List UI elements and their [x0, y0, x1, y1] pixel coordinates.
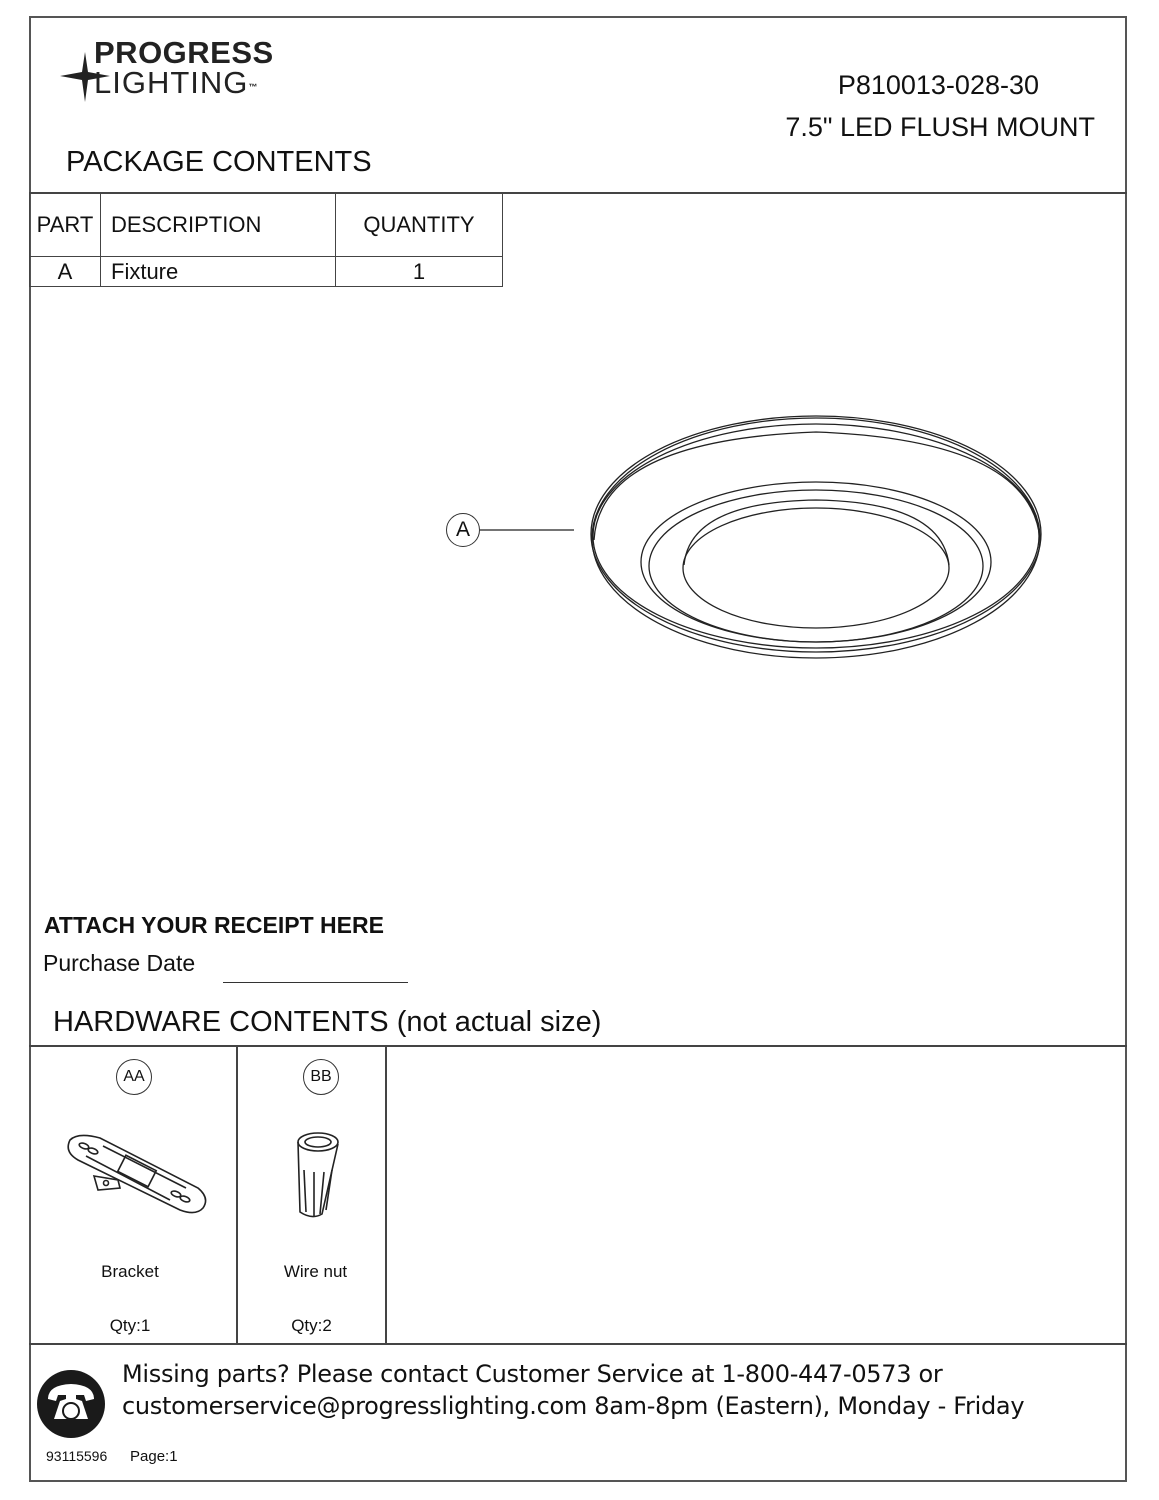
document-number: 93115596 [46, 1448, 108, 1464]
cell-quantity: 1 [336, 257, 503, 287]
wire-nut-qty: Qty:2 [291, 1316, 332, 1335]
hardware-item-bracket [30, 1046, 236, 1343]
bracket-icon [58, 1128, 218, 1228]
bracket-qty: Qty:1 [109, 1316, 151, 1335]
col-part: PART [30, 194, 101, 257]
brand-line-2: LIGHTING [94, 65, 249, 100]
wire-nut-callout: BB [303, 1059, 339, 1095]
contact-line-1: Missing parts? Please contact Customer Service at 1-800-447-0573 or [122, 1360, 943, 1388]
bracket-callout: AA [116, 1059, 152, 1095]
hardware-item-wire-nut [238, 1046, 385, 1343]
cell-description: Fixture [101, 257, 336, 287]
product-sku: P810013-028-30 [837, 70, 1039, 100]
parts-table [29, 193, 503, 287]
wire-nut-name: Wire nut [283, 1262, 348, 1281]
page-number: Page:1 [130, 1448, 178, 1465]
table-row [30, 257, 503, 287]
col-description: DESCRIPTION [101, 194, 336, 257]
fixture-callout-label: A [455, 518, 470, 541]
contact-info [122, 1358, 1024, 1422]
trademark: ™ [248, 82, 259, 92]
hardware-bottom-divider [29, 1343, 1127, 1345]
fixture-drawing [480, 400, 1060, 670]
telephone-icon [36, 1369, 106, 1439]
hardware-cell-divider-2 [385, 1045, 387, 1343]
purchase-date-label: Purchase Date [43, 950, 196, 976]
package-contents-title: PACKAGE CONTENTS [66, 146, 372, 178]
contact-line-2[interactable]: customerservice@progresslighting.com 8am-8pm (Eastern), Monday - Friday [122, 1392, 1025, 1420]
cell-part: A [30, 257, 101, 287]
bracket-name: Bracket [101, 1262, 159, 1281]
wire-nut-icon [290, 1130, 360, 1220]
receipt-title: ATTACH YOUR RECEIPT HERE [44, 912, 384, 938]
hardware-contents-title: HARDWARE CONTENTS (not actual size) [53, 1006, 602, 1038]
purchase-date-field[interactable] [223, 982, 408, 983]
brand-line-1: PROGRESS [94, 35, 274, 70]
progress-lighting-logo [60, 35, 300, 108]
fixture-callout [446, 513, 480, 547]
product-name: 7.5" LED FLUSH MOUNT [785, 112, 1095, 142]
col-quantity: QUANTITY [336, 194, 503, 257]
parts-table-header [30, 194, 503, 257]
